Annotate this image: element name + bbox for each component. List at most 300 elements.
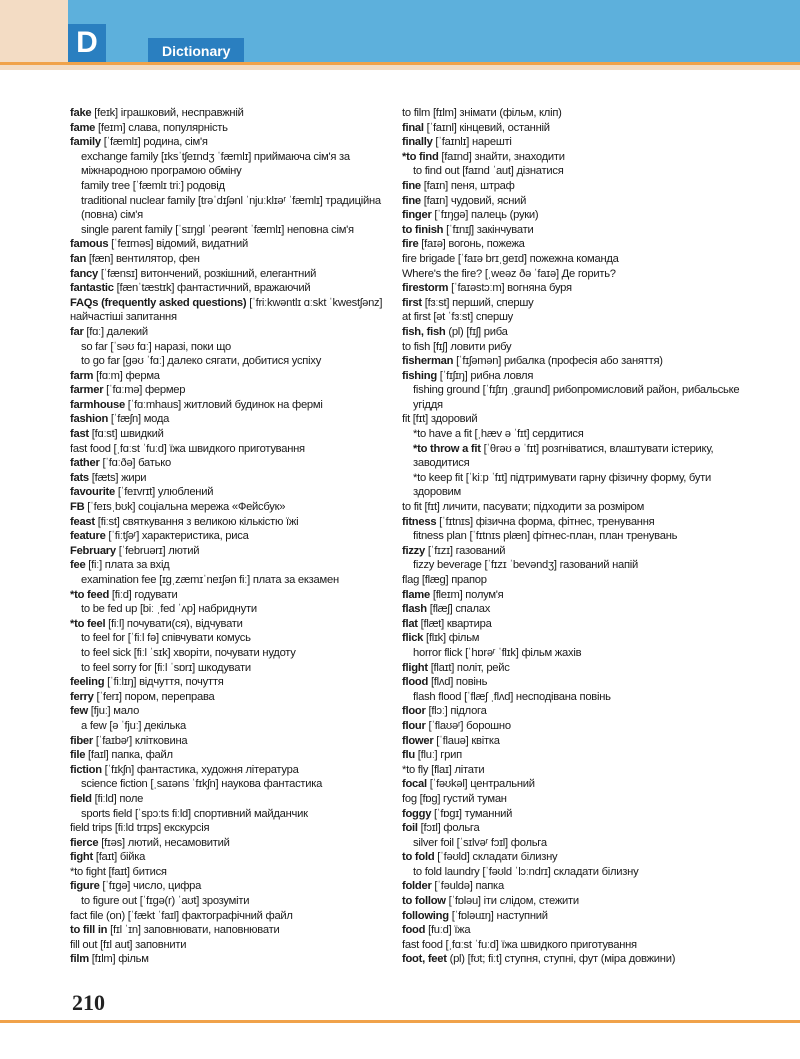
dictionary-entry	[402, 267, 744, 282]
headword: foggy	[402, 807, 432, 820]
dictionary-entry	[70, 777, 400, 792]
headword: fine	[402, 194, 421, 207]
entry-text: (pl) [fʊt; fiːt] ступня, ступні, фут (міра довжини)	[446, 953, 676, 966]
entry-text: field trips [fiːld trɪps] екскурсія	[70, 822, 210, 835]
entry-text: Where's the fire? [ˌweəz ðə ˈfaɪə] Де горить?	[402, 267, 616, 280]
entry-text: to fish [fɪʃ] ловити рибу	[402, 340, 512, 353]
entry-text: [fɑː] далекий	[83, 325, 148, 338]
headword: flood	[402, 676, 429, 689]
entry-text: [ˈfriːkwəntlɪ ɑːskt ˈkwestʃənz] найчастіші запитання	[70, 296, 383, 324]
headword: finally	[402, 136, 433, 149]
headword: floor	[402, 705, 426, 718]
entry-text: [flæʃ] спалах	[426, 603, 491, 616]
headword: feature	[70, 530, 106, 543]
headword: file	[70, 749, 86, 762]
entry-text: [ˈfɒləuɪŋ] наступний	[448, 909, 548, 922]
headword: figure	[70, 880, 100, 893]
entry-text: [fjuː] мало	[87, 705, 140, 718]
entry-text: (pl) [fɪʃ] риба	[445, 325, 508, 338]
dictionary-entry	[70, 588, 400, 603]
entry-text: science fiction [ˌsaɪəns ˈfɪkʃn] наукова фантастика	[81, 778, 323, 791]
dictionary-entry	[70, 340, 400, 355]
dictionary-entry	[402, 150, 744, 165]
dictionary-entry	[402, 909, 744, 924]
entry-text: [fiːl] почувати(ся), відчувати	[105, 617, 243, 630]
entry-text: [fɔɪl] фольга	[417, 822, 480, 835]
entry-text: family tree [ˈfæmlɪ triː] родовід	[81, 179, 225, 192]
entry-text: [faɪl] папка, файл	[85, 749, 173, 762]
entry-text: [fænˈtæstɪk] фантастичний, вражаючий	[113, 282, 311, 295]
dictionary-entry	[70, 354, 400, 369]
dictionary-entry	[402, 952, 744, 967]
dictionary-entry	[70, 865, 400, 880]
section-title: Dictionary	[148, 38, 244, 64]
entry-text: [ˈθrəʊ ə ˈfɪt] розгніватися, влаштувати істерику, заводитися	[413, 442, 714, 470]
dictionary-entry	[402, 646, 744, 661]
entry-text: so far [ˈsəʊ fɑː] наразі, поки що	[81, 340, 231, 353]
entry-text: *to have a fit [ˌhæv ə ˈfɪt] сердитися	[413, 428, 584, 441]
headword: farm	[70, 369, 94, 382]
dictionary-entry	[402, 471, 744, 500]
entry-text: [fɑːst] швидкий	[88, 428, 164, 441]
dictionary-entry	[402, 179, 744, 194]
dictionary-entry	[402, 515, 744, 530]
headword: FAQs (frequently asked questions)	[70, 296, 247, 309]
dictionary-entry	[70, 252, 400, 267]
dictionary-entry	[70, 952, 400, 967]
entry-text: to feel sorry for [fiːl ˈsɒrɪ] шкодувати	[81, 661, 251, 674]
headword: field	[70, 792, 92, 805]
dictionary-entry	[402, 734, 744, 749]
entry-text: [ˈfɒgɪ] туманний	[431, 807, 513, 820]
entry-text: [ˈfiːlɪŋ] відчуття, почуття	[104, 676, 224, 689]
dictionary-entry	[402, 340, 744, 355]
entry-text: flag [flæg] прапор	[402, 574, 487, 586]
footer-rule	[0, 1020, 800, 1023]
headword: fizzy	[402, 544, 425, 557]
headword: first	[402, 296, 422, 309]
dictionary-entry	[402, 135, 744, 150]
dictionary-entry	[70, 748, 400, 763]
dictionary-entry	[70, 836, 400, 851]
dictionary-entry	[402, 354, 744, 369]
dictionary-entry	[70, 879, 400, 894]
headword: ferry	[70, 690, 94, 703]
entry-text: [ˈfɑːmhaus] житловий будинок на фермі	[124, 398, 323, 411]
entry-text: to go far [gəʊ ˈfɑː] далеко сягати, добитися успіху	[81, 355, 322, 368]
entry-text: [ˈfəuldə] папка	[431, 880, 504, 893]
headword: flick	[402, 632, 424, 645]
dictionary-entry	[70, 573, 400, 588]
headword: flame	[402, 588, 430, 601]
dictionary-entry	[402, 850, 744, 865]
entry-text: fizzy beverage [ˈfɪzɪ ˈbevəndʒ] газований напій	[413, 559, 639, 572]
entry-text: [ˈflaʊəʳ] борошно	[425, 719, 511, 732]
entry-text: [fiːst] святкування з великою кількістю їжі	[94, 515, 299, 528]
dictionary-entry	[402, 442, 744, 471]
entry-text: [faɪn] пеня, штраф	[420, 179, 515, 192]
entry-text: [ˈfɪgə] число, цифра	[99, 880, 202, 893]
headword: flower	[402, 734, 434, 747]
dictionary-entry	[70, 646, 400, 661]
dictionary-entry	[70, 631, 400, 646]
headword: fancy	[70, 267, 98, 280]
header-rule	[0, 62, 800, 65]
dictionary-entry	[70, 734, 400, 749]
entry-text: [ˈfɪtnɪs] фізична форма, фітнес, тренування	[436, 515, 655, 528]
page-header	[0, 0, 800, 70]
dictionary-entry	[70, 383, 400, 398]
entry-text: fog [fɒg] густий туман	[402, 792, 507, 805]
headword: fine	[402, 179, 421, 192]
headword: foil	[402, 822, 418, 835]
page-number: 210	[72, 990, 105, 1015]
entry-text: [fɪəs] лютий, несамовитий	[98, 836, 230, 849]
entry-text: examination fee [ɪgˌzæmɪˈneɪʃən fiː] плата за екзамен	[81, 574, 339, 586]
headword: firestorm	[402, 282, 449, 295]
entry-text: to fit [fɪt] личити, пасувати; підходити за розміром	[402, 501, 645, 514]
dictionary-entry	[402, 661, 744, 676]
headword: *to feel	[70, 617, 106, 630]
dictionary-entry	[402, 865, 744, 880]
headword: *to feed	[70, 588, 110, 601]
headword: far	[70, 325, 84, 338]
dictionary-entry	[402, 296, 744, 311]
dictionary-entry	[70, 690, 400, 705]
headword: fight	[70, 851, 93, 864]
headword: food	[402, 924, 426, 937]
dictionary-entry	[402, 573, 744, 588]
entry-text: [ˈfaɪbəʳ] клітковина	[93, 734, 188, 747]
headword: fisherman	[402, 355, 454, 368]
dictionary-entry	[70, 529, 400, 544]
entry-text: fast food [ˌfɑːst ˈfuːd] їжа швидкого приготування	[70, 442, 305, 455]
headword: finger	[402, 209, 432, 222]
dictionary-entry	[402, 690, 744, 705]
entry-text: [ˈfɪʃɪŋ] рибна ловля	[436, 369, 534, 382]
headword: to fold	[402, 851, 435, 864]
entry-text: fishing ground [ˈfɪʃɪŋ ˌgraund] рибопромисловий район, рибальське угіддя	[413, 384, 740, 411]
dictionary-entry	[70, 179, 400, 194]
headword: film	[70, 953, 89, 966]
dictionary-entry	[402, 106, 744, 121]
dictionary-entry	[70, 398, 400, 413]
dictionary-entry	[70, 325, 400, 340]
entry-text: fit [fɪt] здоровий	[402, 413, 478, 426]
entry-text: traditional nuclear family [trəˈdɪʃənl ˈnjuːklɪəʳ ˈfæmlɪ] традиційна (повна) сім'я	[81, 194, 381, 222]
entry-text: [ˈfaɪnlɪ] нарешті	[432, 136, 512, 149]
dictionary-entry	[70, 515, 400, 530]
entry-text: [fæn] вентилятор, фен	[86, 252, 200, 265]
entry-text: [fuːd] їжа	[425, 924, 471, 937]
dictionary-entry	[70, 763, 400, 778]
dictionary-column-right	[402, 106, 744, 967]
entry-text: [ˈfebruərɪ] лютий	[115, 544, 200, 557]
entry-text: single parent family [ˈsɪŋgl ˈpeərənt ˈfæmlɪ] неповна сім'я	[81, 223, 354, 236]
dictionary-entry	[402, 252, 744, 267]
dictionary-entry	[402, 558, 744, 573]
entry-text: [ˈfɪʃəmən] рибалка (професія або заняття)	[453, 355, 663, 368]
headword: fashion	[70, 413, 109, 426]
entry-text: [ˈfaɪəstɔːm] вогняна буря	[448, 282, 572, 295]
headword: flu	[402, 749, 415, 762]
dictionary-entry	[402, 281, 744, 296]
dictionary-entry	[70, 281, 400, 296]
dictionary-entry	[70, 456, 400, 471]
entry-text: [ˈfɪkʃn] фантастика, художня література	[101, 763, 299, 776]
headword: to fill in	[70, 924, 108, 937]
dictionary-entry	[402, 923, 744, 938]
entry-text: [flɔː] підлога	[425, 705, 487, 718]
entry-text: [fɑːm] ферма	[93, 369, 160, 382]
entry-text: flash flood [ˈflæʃ ˌflʌd] несподівана повінь	[413, 690, 611, 703]
dictionary-entry	[402, 675, 744, 690]
dictionary-entry	[402, 529, 744, 544]
entry-text: [ˈfɑːðə] батько	[99, 457, 171, 470]
dictionary-entry	[402, 500, 744, 515]
dictionary-entry	[402, 704, 744, 719]
dictionary-entry	[70, 237, 400, 252]
dictionary-entry	[402, 412, 744, 427]
entry-text: [ˈfæʃn] мода	[108, 413, 170, 426]
entry-text: [ˈflauə] квітка	[433, 734, 500, 747]
entry-text: [ˈfɪŋgə] палець (руки)	[431, 209, 539, 222]
headword: foot, feet	[402, 953, 447, 966]
dictionary-entry	[402, 310, 744, 325]
dictionary-entry	[402, 194, 744, 209]
dictionary-entry	[70, 485, 400, 500]
dictionary-entry	[402, 617, 744, 632]
entry-text: fact file (on) [ˈfækt ˈfaɪl] фактографічний файл	[70, 909, 293, 922]
dictionary-entry	[70, 675, 400, 690]
headword: following	[402, 909, 449, 922]
entry-text: [fɜːst] перший, спершу	[421, 296, 534, 309]
dictionary-entry	[70, 807, 400, 822]
entry-text: [fiːld] поле	[91, 792, 144, 805]
entry-text: [fæts] жири	[88, 471, 147, 484]
headword: to follow	[402, 895, 446, 908]
headword: flight	[402, 661, 428, 674]
dictionary-entry	[402, 427, 744, 442]
dictionary-entry	[402, 631, 744, 646]
headword: few	[70, 705, 88, 718]
entry-text: to figure out [ˈfɪgə(r) ˈaʊt] зрозуміти	[81, 895, 250, 908]
entry-text: [ˈfɒləu] іти слідом, стежити	[445, 895, 579, 908]
dictionary-entry	[402, 369, 744, 384]
entry-text: [ˈferɪ] пором, переправа	[93, 690, 215, 703]
headword: *to throw a fit	[413, 442, 481, 455]
entry-text: [faɪn] чудовий, ясний	[420, 194, 527, 207]
dictionary-entry	[70, 792, 400, 807]
entry-text: [ˈfəʊkəl] центральний	[426, 778, 535, 791]
headword: fast	[70, 428, 89, 441]
entry-text: [flaɪt] політ, рейс	[427, 661, 510, 674]
entry-text: to feel for [ˈfiːl fə] співчувати комусь	[81, 632, 251, 645]
entry-text: [ˈfæmlɪ] родина, сім'я	[100, 136, 208, 149]
headword: fiber	[70, 734, 93, 747]
headword: fake	[70, 107, 92, 119]
entry-text: fast food [ˌfɑːst ˈfuːd] їжа швидкого приготування	[402, 938, 637, 951]
dictionary-entry	[70, 558, 400, 573]
entry-text: [fluː] грип	[414, 749, 462, 762]
dictionary-entry	[402, 792, 744, 807]
headword: feeling	[70, 676, 105, 689]
dictionary-entry	[402, 763, 744, 778]
dictionary-entry	[70, 602, 400, 617]
entry-text: *to fly [flaɪ] літати	[402, 763, 485, 776]
dictionary-entry	[70, 617, 400, 632]
dictionary-entry	[70, 442, 400, 457]
headword: focal	[402, 778, 427, 791]
entry-text: [feɪm] слава, популярність	[95, 121, 228, 134]
entry-text: [flɪk] фільм	[423, 632, 480, 645]
entry-text: exchange family [ɪksˈtʃeɪndʒ ˈfæmlɪ] приймаюча сім'я за міжнародною програмою обміну	[81, 150, 350, 178]
headword: fantastic	[70, 282, 114, 295]
entry-text: to be fed up [biː ˌfed ˈʌp] набриднути	[81, 603, 257, 616]
dictionary-entry	[70, 923, 400, 938]
entry-text: to film [fɪlm] знімати (фільм, кліп)	[402, 107, 562, 119]
entry-text: fitness plan [ˈfɪtnɪs plæn] фітнес-план, план тренувань	[413, 530, 678, 543]
headword: flash	[402, 603, 427, 616]
entry-text: fill out [fɪl aut] заповнити	[70, 938, 187, 951]
headword: flat	[402, 617, 418, 630]
entry-text: [ˈfɪnɪʃ] закінчувати	[443, 223, 534, 236]
dictionary-entry	[70, 719, 400, 734]
headword: fiction	[70, 763, 102, 776]
dictionary-entry	[70, 296, 400, 325]
entry-text: a few [ə ˈfjuː] декілька	[81, 719, 187, 732]
headword: father	[70, 457, 100, 470]
entry-text: to fold laundry [ˈfəʊld ˈlɔːndrɪ] складати білизну	[413, 865, 639, 878]
dictionary-entry	[70, 106, 400, 121]
headword: fitness	[402, 515, 437, 528]
entry-text: horror flick [ˈhɒrəʳ ˈflɪk] фільм жахів	[413, 646, 582, 659]
dictionary-entry	[402, 544, 744, 559]
dictionary-entry	[402, 748, 744, 763]
dictionary-entry	[70, 850, 400, 865]
dictionary-entry	[402, 777, 744, 792]
dictionary-entry	[70, 704, 400, 719]
entry-text: [ˈfænsɪ] витончений, розкішний, елегантний	[97, 267, 317, 280]
headword: to finish	[402, 223, 444, 236]
headword: fish, fish	[402, 325, 446, 338]
dictionary-entry	[402, 836, 744, 851]
entry-text: fire brigade [ˈfaɪə brɪˌgeɪd] пожежна команда	[402, 252, 619, 265]
entry-text: [fɪl ˈɪn] заповнювати, наповнювати	[107, 924, 280, 937]
dictionary-entry	[70, 121, 400, 136]
dictionary-entry	[70, 821, 400, 836]
dictionary-entry	[402, 602, 744, 617]
entry-text: [fiːd] годувати	[109, 588, 178, 601]
entry-text: [faɪnd] знайти, знаходити	[438, 150, 565, 163]
dictionary-entry	[402, 879, 744, 894]
dictionary-entry	[402, 237, 744, 252]
headword: family	[70, 136, 101, 149]
entry-text: [ˈfiːtʃəʳ] характеристика, риса	[105, 530, 249, 543]
entry-text: [ˈfɪzɪ] газований	[425, 544, 506, 557]
entry-text: [faɪə] вогонь, пожежа	[418, 238, 525, 251]
entry-text: [feɪk] іграшковий, несправжній	[91, 107, 244, 119]
headword: fame	[70, 121, 96, 134]
entry-text: [ˈfeɪməs] відомий, видатний	[108, 238, 248, 251]
dictionary-entry	[402, 325, 744, 340]
dictionary-entry	[70, 544, 400, 559]
headword: favourite	[70, 486, 115, 499]
headword: final	[402, 121, 424, 134]
headword: flour	[402, 719, 426, 732]
headword: folder	[402, 880, 432, 893]
headword: fan	[70, 252, 87, 265]
entry-text: [fɪlm] фільм	[88, 953, 149, 966]
headword: fats	[70, 471, 89, 484]
dictionary-entry	[70, 135, 400, 150]
entry-text: *to fight [faɪt] битися	[70, 865, 167, 878]
dictionary-entry	[70, 471, 400, 486]
headword: farmhouse	[70, 398, 125, 411]
dictionary-entry	[402, 588, 744, 603]
entry-text: silver foil [ˈsɪlvəʳ fɔɪl] фольга	[413, 836, 547, 849]
entry-text: [ˈfeɪvrɪt] улюблений	[115, 486, 214, 499]
section-letter: D	[68, 24, 106, 62]
headword: *to find	[402, 150, 439, 163]
dictionary-entry	[402, 821, 744, 836]
entry-text: [flæt] квартира	[417, 617, 492, 630]
entry-text: [ˈfɑːmə] фермер	[103, 384, 186, 397]
dictionary-entry	[402, 383, 744, 412]
dictionary-entry	[402, 719, 744, 734]
headword: February	[70, 544, 116, 557]
headword: feast	[70, 515, 95, 528]
entry-text: [ˈfaɪnl] кінцевий, останній	[423, 121, 550, 134]
dictionary-entry	[70, 909, 400, 924]
dictionary-entry	[402, 164, 744, 179]
headword: fierce	[70, 836, 99, 849]
dictionary-column-left	[70, 106, 400, 967]
entry-text: sports field [ˈspɔːts fiːld] спортивний майданчик	[81, 807, 308, 820]
dictionary-entry	[70, 938, 400, 953]
dictionary-entry	[402, 121, 744, 136]
entry-text: [fleɪm] полум'я	[429, 588, 504, 601]
entry-text: [ˈfeɪsˌbʊk] соціальна мережа «Фейсбук»	[84, 501, 286, 514]
entry-text: [faɪt] бійка	[92, 851, 146, 864]
headword: famous	[70, 238, 109, 251]
entry-text: *to keep fit [ˈkiːp ˈfɪt] підтримувати гарну фізичну форму, бути здоровим	[413, 471, 712, 499]
headword: fishing	[402, 369, 437, 382]
dictionary-entry	[70, 194, 400, 223]
dictionary-entry	[70, 267, 400, 282]
dictionary-entry	[402, 807, 744, 822]
entry-text: at first [ət ˈfɜːst] спершу	[402, 311, 514, 324]
dictionary-entry	[402, 938, 744, 953]
entry-text: [ˈfəʊld] складати білизну	[434, 851, 558, 864]
headword: fee	[70, 559, 86, 572]
entry-text: to feel sick [fiːl ˈsɪk] хворіти, почувати нудоту	[81, 646, 296, 659]
dictionary-entry	[402, 223, 744, 238]
dictionary-entry	[70, 500, 400, 515]
headword: fire	[402, 238, 419, 251]
dictionary-entry	[402, 208, 744, 223]
entry-text: to find out [faɪnd ˈaut] дізнатися	[413, 165, 564, 178]
dictionary-entry	[70, 661, 400, 676]
dictionary-entry	[70, 894, 400, 909]
entry-text: [fiː] плата за вхід	[85, 559, 170, 572]
headword: FB	[70, 501, 85, 514]
dictionary-entry	[70, 412, 400, 427]
dictionary-entry	[70, 369, 400, 384]
headword: farmer	[70, 384, 104, 397]
dictionary-entry	[402, 894, 744, 909]
dictionary-entry	[70, 150, 400, 179]
